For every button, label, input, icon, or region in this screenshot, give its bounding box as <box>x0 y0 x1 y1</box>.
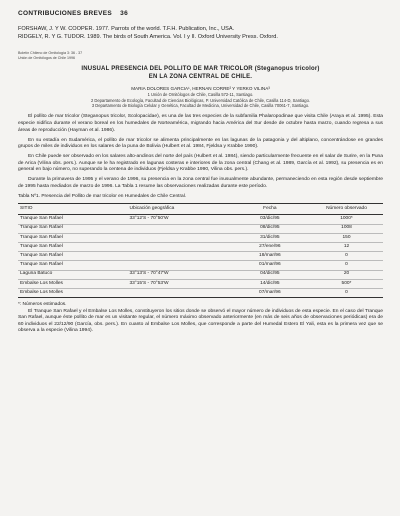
table-row <box>18 224 383 233</box>
table-cell: 27/ene/96 <box>230 242 310 251</box>
table-row <box>18 252 383 261</box>
table-cell: 0 <box>310 261 383 270</box>
table-cell <box>128 242 230 251</box>
table-cell <box>128 233 230 242</box>
table-cell <box>128 288 230 297</box>
table-caption: Tabla Nº1. Presencia del Pollito de mar tricolor en Humedales de Chile Central. <box>18 193 187 199</box>
section-title: CONTRIBUCIONES BREVES <box>18 10 113 17</box>
title-line: EN LA ZONA CENTRAL DE CHILE. <box>148 73 253 80</box>
table-cell: 03/dic/95 <box>230 215 310 224</box>
article-title <box>18 66 383 81</box>
table-cell: 18/mar/96 <box>230 252 310 261</box>
table-cell: 01/mar/96 <box>230 261 310 270</box>
affiliation: 1 Unión de Ornitólogos de Chile, Casilla 572-11, Santiago. <box>147 92 254 98</box>
table-cell: 14/dic/95 <box>230 279 310 288</box>
table-cell: 31/dic/95 <box>230 233 310 242</box>
table-note: *: Números estimados. <box>18 302 67 308</box>
affiliation: 2 Departamento de Ecología, Facultad de Ciencias Biológicas, P. Universidad Católica de Chile, Casilla 114-D, Santiago. <box>91 97 310 103</box>
table-cell: Tranque San Rafael <box>18 233 128 242</box>
table-cell: 0 <box>310 288 383 297</box>
table-cell: 33°12'S - 70°50'W <box>128 215 230 224</box>
paragraph: Durante la primavera de 1995 y el verano de 1996, su presencia en la zona central fue inusualmente abundante, permaneciendo en esta región desde septiembre de 1995 hasta mediados de marzo de 1996. La Tabla 1 resume las observaciones realizadas durante este período. <box>18 177 383 189</box>
running-header <box>18 10 383 17</box>
table-cell: 1008 <box>310 224 383 233</box>
table-header-row <box>18 204 383 215</box>
table-row <box>18 261 383 270</box>
table-cell: Laguna Batuco <box>18 270 128 279</box>
table-cell: 500* <box>310 279 383 288</box>
table-cell: Tranque San Rafael <box>18 242 128 251</box>
table-row <box>18 279 383 288</box>
journal-citation <box>18 51 383 60</box>
table-cell: Tranque San Rafael <box>18 261 128 270</box>
citation-line: Boletín Chileno de Ornitología 3: 36 - 37 <box>18 51 83 55</box>
table-cell: 33°15'S - 70°53'W <box>128 279 230 288</box>
paragraph: El Tranque San Rafael y el Embalse Los Molles, constituyeron los sitios donde se observó el mayor número de individuos de esta especie. En el caso del Tranque San Rafael, aunque éste pollito de mar es un visitante regular, el número máximo observado anteriormente (en más de seis años de observaciones periódicas) era de 60 individuos el 22/12/90 (García, obs. pers.). En cuanto al Embalse Los Molles, que corresponde a parte del Humedal Estero El Yali, esta es la primera vez que se observa a la especie (Vilina 1994). <box>18 308 383 334</box>
table-cell: 07/mar/96 <box>230 288 310 297</box>
citation-line: Unión de Ornitólogos de Chile 1996 <box>18 55 75 60</box>
affiliation: 3 Departamento de Biología Celular y Genética, Facultad de Medicina, Universidad de Chile, Casilla 70061-7, Santiago. <box>91 103 310 108</box>
paragraph: En Chile puede ser observado en los salares alto-andinos del norte del país (Hulbert et al. 1984), siendo particularmente frecuente en el salar de Surire, en la Puna de Arica (Vilina obs. pers.). Aunque se le ha registrado en lagunas costeras e interiores de la zona central (Chang et al. 1989, García et al. 1992), su presencia es en general en bajo número, no superando la centena de individuos (Fjeldsa y Krabbe 1990, Vilina obs. pers.). <box>18 154 383 173</box>
table-cell: 20 <box>310 270 383 279</box>
authors: MARIA DOLORES GARCIA¹, HERNAN CORRE² Y YERKO VILINA³ <box>131 86 270 92</box>
table-row <box>18 215 383 224</box>
table-cell: 33°13'S - 70°47'W <box>128 270 230 279</box>
table-cell: 1000* <box>310 215 383 224</box>
table-cell: Tranque San Rafael <box>18 252 128 261</box>
title-line: INUSUAL PRESENCIA DEL POLLITO DE MAR TRICOLOR (Steganopus tricolor) <box>81 66 320 73</box>
paragraph: El pollito de mar tricolor (Steganopus tricolor, Scolopacidae), es una de las tres especies de la subfamilia Phalaropodinae que visita Chile (Araya et al. 1995). Esta especie nidifica durante el verano boreal en los humedales de Norteamérica, migrando hacia América del Sur desde de octubre hasta marzo, cuando regresa a sus áreas de reproducción (Hayman et al. 1986). <box>18 114 383 133</box>
table-cell: Embalse Los Molles <box>18 279 128 288</box>
table-row <box>18 233 383 242</box>
references <box>18 25 383 41</box>
table-row <box>18 288 383 297</box>
table-cell: Embalse Los Molles <box>18 288 128 297</box>
table-cell: 0 <box>310 252 383 261</box>
observations-table <box>18 203 383 298</box>
table-cell <box>128 261 230 270</box>
table-cell: Tranque San Rafael <box>18 215 128 224</box>
reference-item: RIDGELY, R. Y G. TUDOR. 1989. The birds of South America. Vol. I y II. Oxford University Press. Oxford. <box>18 34 278 40</box>
page <box>18 8 383 338</box>
table-row <box>18 270 383 279</box>
affiliations <box>18 92 383 108</box>
table-cell: 150 <box>310 233 383 242</box>
table-cell <box>128 224 230 233</box>
table-cell: 04/dic/95 <box>230 270 310 279</box>
article-body <box>18 114 383 334</box>
table-cell: 12 <box>310 242 383 251</box>
reference-item: FORSHAW, J. Y W. COOPER. 1977. Parrots of the world. T.F.H. Publication, Inc., USA. <box>18 26 235 32</box>
table-cell: Tranque San Rafael <box>18 224 128 233</box>
column-header: Número observado <box>310 204 383 215</box>
column-header: Ubicación geográfica <box>128 204 230 215</box>
paragraph: En su estadía en Sudamérica, el pollito de mar tricolor se alimenta principalmente en las lagunas de la patagonia y del altiplano, concentrándose en grandes grupos de miles de individuos en los salares de la puna de Bolivia (Hulbert et al. 1984, Fjeldsa y Krabbe 1990). <box>18 137 383 150</box>
column-header: SITIO <box>18 204 128 215</box>
column-header: Fecha <box>230 204 310 215</box>
table-cell: 08/dic/95 <box>230 224 310 233</box>
table-row <box>18 242 383 251</box>
table-cell <box>128 252 230 261</box>
page-number: 36 <box>120 10 129 17</box>
